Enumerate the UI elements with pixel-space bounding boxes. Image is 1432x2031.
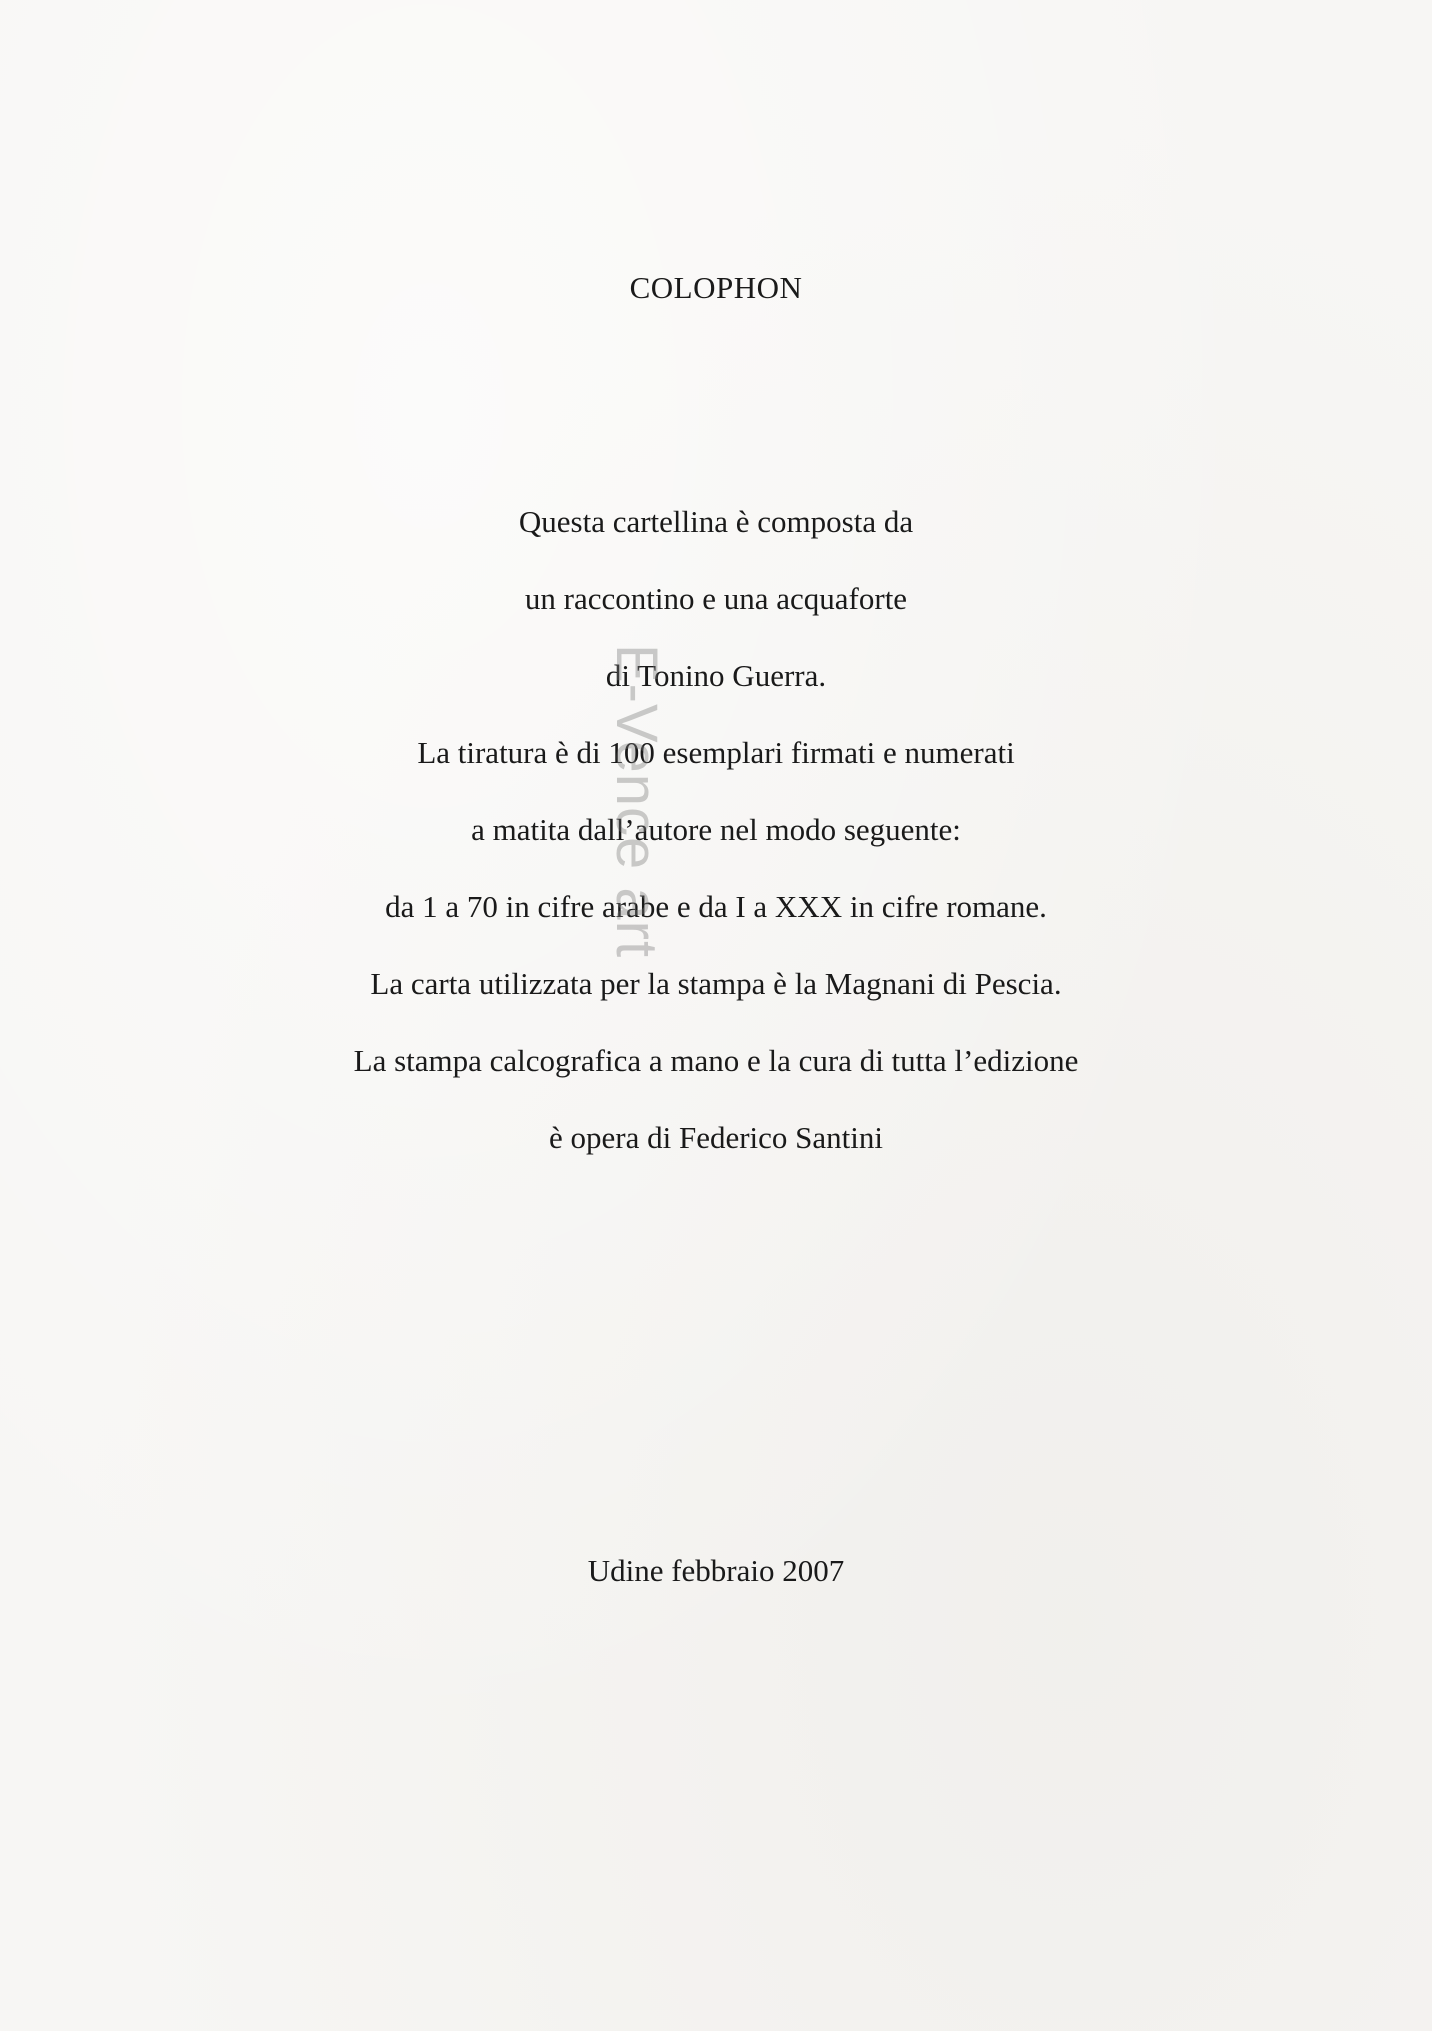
colophon-line: La carta utilizzata per la stampa è la Magnani di Pescia. — [370, 966, 1062, 1001]
place-date: Udine febbraio 2007 — [587, 1553, 845, 1588]
page-title: COLOPHON — [629, 270, 803, 305]
colophon-line: a matita dall’autore nel modo seguente: — [471, 812, 961, 847]
colophon-line: è opera di Federico Santini — [548, 1120, 883, 1155]
colophon-line: un raccontino e una acquaforte — [524, 581, 908, 616]
colophon-line: di Tonino Guerra. — [605, 658, 827, 693]
colophon-line: La stampa calcografica a mano e la cura di tutta l’edizione — [353, 1043, 1079, 1078]
colophon-line: La tiratura è di 100 esemplari firmati e numerati — [417, 735, 1015, 770]
colophon-text — [0, 502, 1432, 1195]
colophon-line: da 1 a 70 in cifre arabe e da I a XXX in cifre romane. — [385, 889, 1047, 924]
watermark-text: E-Vence art — [604, 644, 669, 959]
colophon-line: Questa cartellina è composta da — [518, 504, 914, 539]
